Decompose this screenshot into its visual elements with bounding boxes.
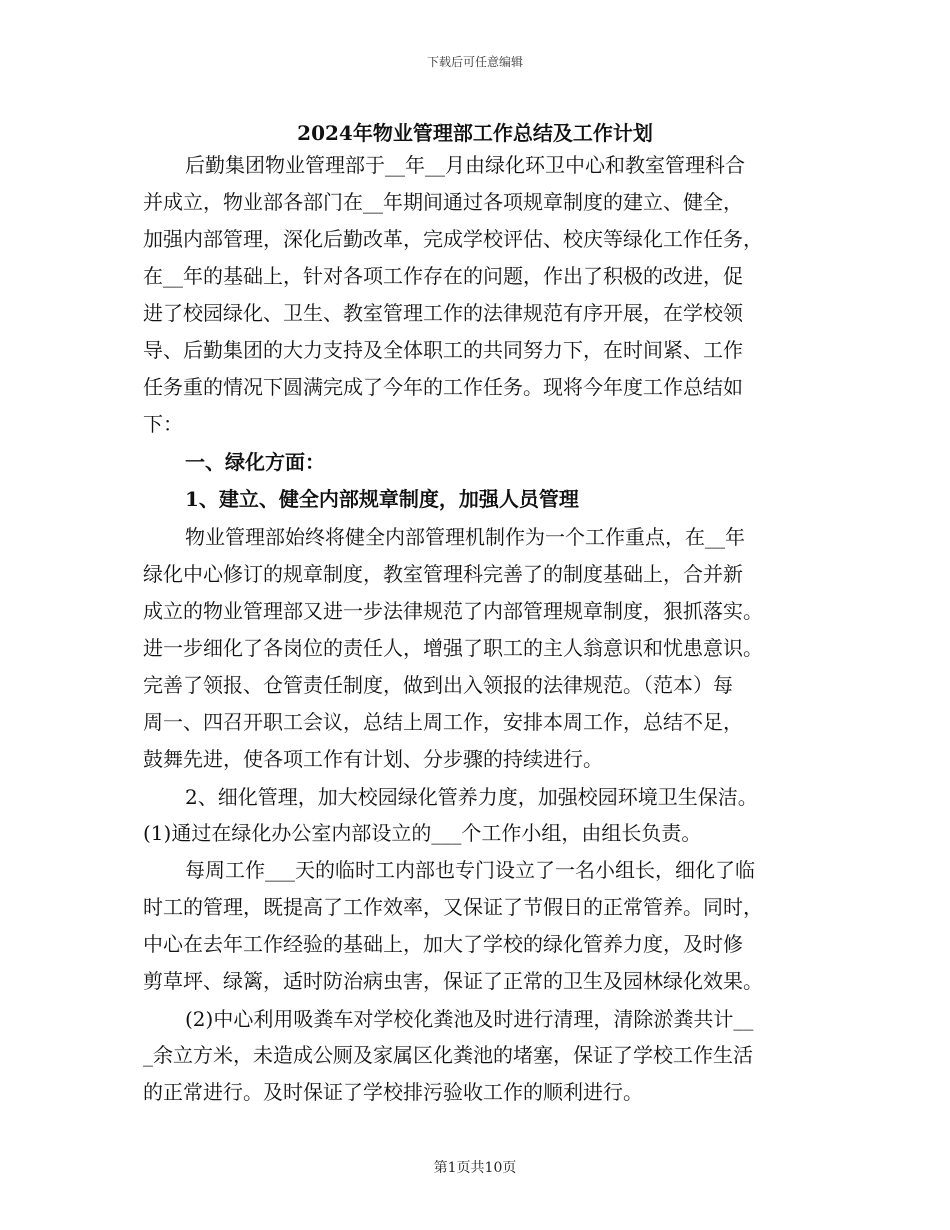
body-line: (1)通过在绿化办公室内部设立的___个工作小组，由组长负责。 — [143, 821, 702, 845]
page-footer: 第1页共10页 — [433, 1160, 517, 1176]
section-heading: 一、绿化方面： — [185, 450, 325, 474]
body-line: 在__年的基础上，针对各项工作存在的问题，作出了积极的改进，促 — [143, 264, 743, 288]
body-line: 时工的管理，既提高了工作效率，又保证了节假日的正常管养。同时， — [143, 895, 763, 919]
body-line: (2)中心利用吸粪车对学校化粪池及时进行清理，清除淤粪共计__ — [185, 1007, 754, 1031]
body-line: 进了校园绿化、卫生、教室管理工作的法律规范有序开展，在学校领 — [143, 301, 743, 325]
document-title: 2024年物业管理部工作总结及工作计划 — [297, 121, 653, 145]
body-line: 进一步细化了各岗位的责任人，增强了职工的主人翁意识和忧患意识。 — [143, 636, 763, 660]
body-line: 完善了领报、仓管责任制度，做到出入领报的法律规范。（范本）每 — [143, 673, 733, 697]
body-line: 绿化中心修订的规章制度，教室管理科完善了的制度基础上，合并新 — [143, 562, 743, 586]
body-line: 任务重的情况下圆满完成了今年的工作任务。现将今年度工作总结如 — [143, 375, 743, 399]
body-line: 的正常进行。及时保证了学校排污验收工作的顺利进行。 — [143, 1080, 643, 1104]
body-line: 周一、四召开职工会议，总结上周工作，安排本周工作，总结不足， — [143, 710, 743, 734]
body-line: 2、细化管理，加大校园绿化管养力度，加强校园环境卫生保洁。 — [185, 785, 758, 809]
subsection-heading: 1、建立、健全内部规章制度，加强人员管理 — [185, 487, 579, 511]
body-line: 并成立，物业部各部门在__年期间通过各项规章制度的建立、健全， — [143, 190, 743, 214]
body-line: 导、后勤集团的大力支持及全体职工的共同努力下，在时间紧、工作 — [143, 338, 743, 362]
body-line: 剪草坪、绿篱，适时防治病虫害，保证了正常的卫生及园林绿化效果。 — [143, 969, 763, 993]
page-header: 下载后可任意编辑 — [426, 55, 523, 69]
body-line: 后勤集团物业管理部于__年__月由绿化环卫中心和教室管理科合 — [185, 153, 745, 177]
body-line: 鼓舞先进，使各项工作有计划、分步骤的持续进行。 — [143, 747, 603, 771]
body-line: 中心在去年工作经验的基础上，加大了学校的绿化管养力度，及时修 — [143, 932, 743, 956]
body-line: _余立方米，未造成公厕及家属区化粪池的堵塞，保证了学校工作生活 — [143, 1043, 753, 1067]
body-line: 每周工作___天的临时工内部也专门设立了一名小组长，细化了临 — [185, 858, 755, 882]
body-line: 成立的物业管理部又进一步法律规范了内部管理规章制度，狠抓落实。 — [143, 599, 763, 623]
body-line: 物业管理部始终将健全内部管理机制作为一个工作重点，在__年 — [185, 525, 745, 549]
body-line: 加强内部管理，深化后勤改革，完成学校评估、校庆等绿化工作任务， — [143, 227, 763, 251]
body-line: 下： — [143, 412, 183, 436]
